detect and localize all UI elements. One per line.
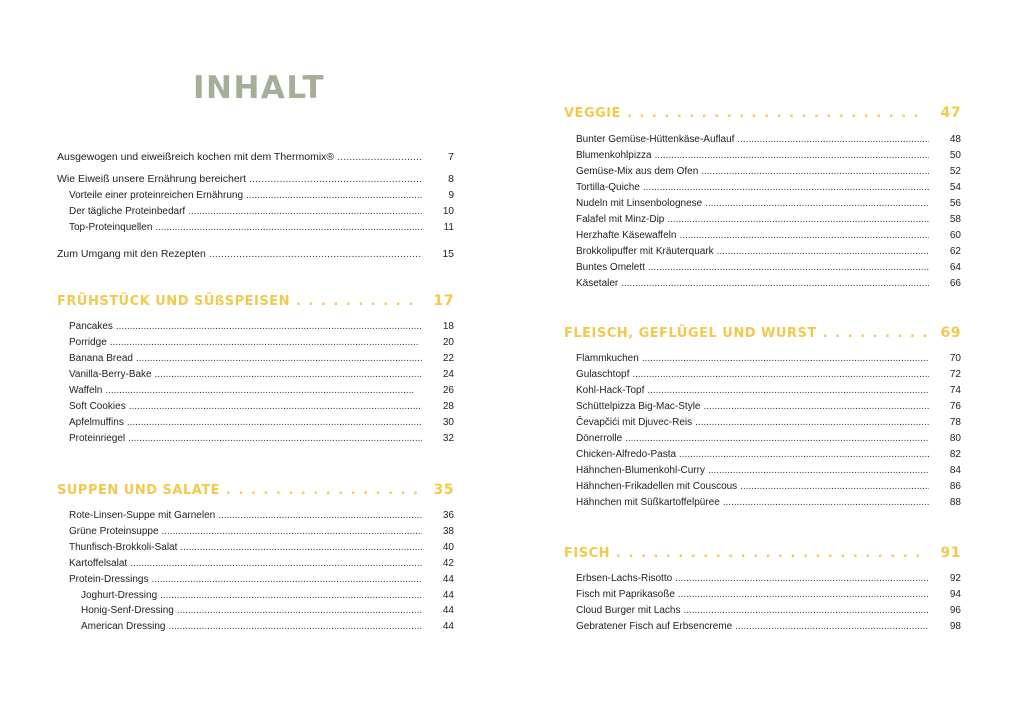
- leader-dots: [735, 619, 929, 635]
- toc-entry-page: 9: [448, 190, 454, 201]
- leader-dots: [704, 399, 930, 415]
- leader-dots: [296, 291, 420, 313]
- toc-entry-page: 7: [448, 151, 454, 163]
- toc-entry-page: 28: [442, 401, 454, 412]
- toc-entry[interactable]: [57, 149, 454, 165]
- toc-entry[interactable]: [564, 132, 961, 148]
- toc-entry[interactable]: [57, 171, 454, 187]
- toc-entry-label: Top-Proteinquellen: [69, 222, 153, 233]
- leader-dots: [723, 495, 929, 511]
- toc-entry-label: Tortilla-Quiche: [576, 182, 640, 193]
- leader-dots: [168, 619, 422, 635]
- toc-entry[interactable]: [564, 415, 961, 431]
- toc-entry-label: Honig-Senf-Dressing: [81, 605, 174, 616]
- leader-dots: [675, 571, 929, 587]
- leader-dots: [740, 479, 929, 495]
- toc-entry-page: 18: [442, 321, 454, 332]
- leader-dots: [136, 351, 422, 367]
- toc-entry-page: 44: [442, 590, 454, 601]
- toc-entry-label: American Dressing: [81, 621, 166, 632]
- toc-entry-page: 11: [443, 222, 454, 233]
- leader-dots: [667, 212, 929, 228]
- toc-entry-page: 50: [949, 150, 961, 161]
- leader-dots: [823, 323, 927, 345]
- toc-entry[interactable]: [564, 367, 961, 383]
- toc-entry[interactable]: [564, 244, 961, 260]
- leader-dots: [655, 148, 929, 164]
- toc-entry[interactable]: [564, 148, 961, 164]
- toc-entry-page: 38: [442, 526, 454, 537]
- leader-dots: [218, 508, 422, 524]
- toc-entry-page: 74: [949, 385, 961, 396]
- toc-entry[interactable]: [564, 351, 961, 367]
- toc-entry[interactable]: [57, 431, 454, 447]
- toc-entry-page: 70: [949, 353, 961, 364]
- toc-entry-label: Cloud Burger mit Lachs: [576, 605, 681, 616]
- leader-dots: [155, 220, 422, 236]
- section-heading-fisch[interactable]: [564, 542, 961, 564]
- toc-entry-page: 98: [949, 621, 961, 632]
- toc-entry[interactable]: [57, 351, 454, 367]
- toc-entry[interactable]: [564, 479, 961, 495]
- section-heading-veggie[interactable]: [564, 102, 961, 124]
- section-heading-fleisch[interactable]: [564, 322, 961, 344]
- leader-dots: [737, 132, 929, 148]
- toc-entry-label: Der tägliche Proteinbedarf: [69, 206, 186, 217]
- toc-entry-page: 54: [949, 182, 961, 193]
- toc-entry[interactable]: [564, 399, 961, 415]
- section-title: FLEISCH, GEFLÜGEL UND WURST: [564, 326, 817, 341]
- section-page: 35: [433, 482, 454, 498]
- section-page: 69: [940, 325, 961, 341]
- leader-dots: [616, 543, 927, 565]
- leader-dots: [249, 171, 422, 187]
- leader-dots: [209, 246, 422, 262]
- toc-entry-label: Gemüse-Mix aus dem Ofen: [576, 166, 699, 177]
- toc-entry-label: Hähnchen-Blumenkohl-Curry: [576, 465, 705, 476]
- toc-entry-label: Falafel mit Minz-Dip: [576, 214, 665, 225]
- toc-entry-label: Rote-Linsen-Suppe mit Garnelen: [69, 510, 216, 521]
- toc-entry-page: 8: [448, 173, 454, 185]
- leader-dots: [625, 431, 929, 447]
- toc-entry-label: Vanilla-Berry-Bake: [69, 369, 152, 380]
- toc-entry[interactable]: [57, 588, 454, 604]
- toc-entry[interactable]: [57, 603, 454, 619]
- toc-entry-label: Vorteile einer proteinreichen Ernährung: [69, 190, 243, 201]
- toc-entry-label: Kartoffelsalat: [69, 558, 128, 569]
- toc-entry[interactable]: [57, 335, 454, 351]
- toc-entry[interactable]: [57, 246, 454, 262]
- leader-dots: [177, 603, 422, 619]
- toc-entry-page: 15: [442, 248, 454, 260]
- toc-entry[interactable]: [57, 540, 454, 556]
- toc-entry-page: 52: [949, 166, 961, 177]
- toc-entry-label: Chicken-Alfredo-Pasta: [576, 449, 677, 460]
- toc-entry-label: Proteinriegel: [69, 433, 126, 444]
- toc-entry-label: Bunter Gemüse-Hüttenkäse-Auflauf: [576, 134, 735, 145]
- leader-dots: [679, 447, 929, 463]
- leader-dots: [129, 399, 422, 415]
- toc-entry-page: 72: [949, 369, 961, 380]
- leader-dots: [642, 351, 929, 367]
- toc-entry-page: 82: [949, 449, 961, 460]
- leader-dots: [180, 540, 422, 556]
- leader-dots: [643, 180, 929, 196]
- leader-dots: [621, 276, 929, 292]
- toc-entry-page: 42: [442, 558, 454, 569]
- toc-entry-page: 40: [442, 542, 454, 553]
- toc-entry[interactable]: [564, 228, 961, 244]
- toc-entry-label: Käsetaler: [576, 278, 619, 289]
- leader-dots: [684, 603, 930, 619]
- toc-entry-page: 96: [949, 605, 961, 616]
- toc-entry-page: 44: [442, 574, 454, 585]
- toc-entry-page: 24: [442, 369, 454, 380]
- toc-entry-label: Flammkuchen: [576, 353, 639, 364]
- toc-entry-page: 80: [949, 433, 961, 444]
- toc-entry-page: 58: [949, 214, 961, 225]
- toc-entry[interactable]: [57, 204, 454, 220]
- toc-entry-page: 44: [442, 605, 454, 616]
- section-title: SUPPEN UND SALATE: [57, 483, 221, 498]
- toc-entry-page: 26: [442, 385, 454, 396]
- toc-entry-page: 78: [949, 417, 961, 428]
- leader-dots: [627, 103, 927, 125]
- toc-entry-page: 20: [442, 337, 454, 348]
- leader-dots: [705, 196, 929, 212]
- toc-entry[interactable]: [564, 212, 961, 228]
- toc-entry[interactable]: [564, 180, 961, 196]
- toc-entry-page: 56: [949, 198, 961, 209]
- page-title: INHALT: [193, 70, 326, 106]
- toc-entry-page: 60: [949, 230, 961, 241]
- leader-dots: [160, 588, 422, 604]
- toc-entry-page: 36: [442, 510, 454, 521]
- toc-entry[interactable]: [564, 431, 961, 447]
- toc-entry-label: Wie Eiweiß unsere Ernährung bereichert: [57, 173, 247, 185]
- toc-entry-page: 86: [949, 481, 961, 492]
- leader-dots: [128, 431, 422, 447]
- leader-dots: [151, 572, 422, 588]
- toc-entry-label: Brokkolipuffer mit Kräuterquark: [576, 246, 714, 257]
- toc-entry-label: Nudeln mit Linsenbolognese: [576, 198, 703, 209]
- section-heading-fruehstueck[interactable]: [57, 290, 454, 312]
- toc-entry-label: Zum Umgang mit den Rezepten: [57, 248, 206, 260]
- toc-entry[interactable]: [57, 220, 454, 236]
- toc-entry-label: Protein-Dressings: [69, 574, 149, 585]
- toc-entry-page: 10: [442, 206, 454, 217]
- toc-entry-label: Fisch mit Paprikasoße: [576, 589, 675, 600]
- toc-entry[interactable]: [564, 260, 961, 276]
- toc-entry-page: 62: [949, 246, 961, 257]
- toc-entry-page: 88: [949, 497, 961, 508]
- toc-entry[interactable]: [564, 571, 961, 587]
- toc-entry-label: Schüttelpizza Big-Mac-Style: [576, 401, 701, 412]
- toc-entry-page: 44: [442, 621, 454, 632]
- toc-entry[interactable]: [57, 556, 454, 572]
- section-title: FISCH: [564, 546, 611, 561]
- toc-entry-label: Gulaschtopf: [576, 369, 630, 380]
- toc-entry-label: Dönerrolle: [576, 433, 623, 444]
- section-page: 17: [433, 293, 454, 309]
- toc-entry[interactable]: [57, 572, 454, 588]
- toc-entry-page: 64: [949, 262, 961, 273]
- section-page: 91: [940, 545, 961, 561]
- leader-dots: [246, 188, 422, 204]
- toc-entry-label: Hähnchen-Frikadellen mit Couscous: [576, 481, 738, 492]
- toc-entry-label: Banana Bread: [69, 353, 133, 364]
- leader-dots: [632, 367, 929, 383]
- leader-dots: [130, 556, 422, 572]
- leader-dots: [647, 383, 929, 399]
- toc-entry-label: Waffeln: [69, 385, 103, 396]
- section-heading-suppen[interactable]: [57, 479, 454, 501]
- toc-entry-label: Čevapčići mit Djuvec-Reis: [576, 417, 693, 428]
- toc-entry-label: Erbsen-Lachs-Risotto: [576, 573, 673, 584]
- leader-dots: [337, 149, 422, 165]
- toc-entry[interactable]: [564, 447, 961, 463]
- toc-entry[interactable]: [564, 495, 961, 511]
- toc-entry[interactable]: [564, 463, 961, 479]
- leader-dots: [188, 204, 422, 220]
- leader-dots: [105, 383, 422, 399]
- toc-entry-page: 92: [949, 573, 961, 584]
- section-title: VEGGIE: [564, 106, 621, 121]
- toc-entry-page: 30: [442, 417, 454, 428]
- toc-entry[interactable]: [57, 319, 454, 335]
- toc-entry-label: Joghurt-Dressing: [81, 590, 158, 601]
- toc-entry-label: Thunfisch-Brokkoli-Salat: [69, 542, 178, 553]
- toc-entry[interactable]: [564, 603, 961, 619]
- section-page: 47: [940, 105, 961, 121]
- toc-entry-label: Apfelmuffins: [69, 417, 124, 428]
- toc-entry-page: 84: [949, 465, 961, 476]
- toc-entry-label: Blumenkohlpizza: [576, 150, 652, 161]
- leader-dots: [127, 415, 422, 431]
- toc-entry-label: Ausgewogen und eiweißreich kochen mit dem Thermomix®: [57, 151, 335, 163]
- toc-entry-label: Porridge: [69, 337, 107, 348]
- leader-dots: [717, 244, 929, 260]
- toc-entry[interactable]: [564, 276, 961, 292]
- leader-dots: [648, 260, 929, 276]
- leader-dots: [701, 164, 929, 180]
- toc-entry[interactable]: [564, 619, 961, 635]
- toc-entry[interactable]: [564, 164, 961, 180]
- toc-entry[interactable]: [564, 587, 961, 603]
- leader-dots: [708, 463, 929, 479]
- toc-entry-page: 94: [949, 589, 961, 600]
- toc-entry-label: Pancakes: [69, 321, 113, 332]
- leader-dots: [678, 587, 929, 603]
- toc-entry[interactable]: [57, 619, 454, 635]
- toc-entry[interactable]: [57, 415, 454, 431]
- toc-entry-page: 48: [949, 134, 961, 145]
- toc-entry[interactable]: [57, 508, 454, 524]
- toc-entry[interactable]: [57, 524, 454, 540]
- toc-entry-label: Buntes Omelett: [576, 262, 645, 273]
- toc-entry[interactable]: [57, 383, 454, 399]
- leader-dots: [226, 480, 420, 502]
- leader-dots: [155, 367, 422, 383]
- toc-entry[interactable]: [57, 188, 454, 204]
- toc-entry[interactable]: [564, 383, 961, 399]
- toc-entry-label: Gebratener Fisch auf Erbsencreme: [576, 621, 733, 632]
- toc-entry-label: Soft Cookies: [69, 401, 126, 412]
- toc-entry[interactable]: [564, 196, 961, 212]
- toc-entry-page: 32: [442, 433, 454, 444]
- toc-entry-label: Herzhafte Käsewaffeln: [576, 230, 677, 241]
- leader-dots: [110, 335, 422, 351]
- leader-dots: [116, 319, 422, 335]
- toc-entry-label: Hähnchen mit Süßkartoffelpüree: [576, 497, 720, 508]
- toc-entry-label: Grüne Proteinsuppe: [69, 526, 159, 537]
- toc-entry-page: 22: [442, 353, 454, 364]
- toc-entry-page: 66: [949, 278, 961, 289]
- leader-dots: [695, 415, 929, 431]
- toc-entry-label: Kohl-Hack-Topf: [576, 385, 645, 396]
- toc-entry[interactable]: [57, 367, 454, 383]
- leader-dots: [679, 228, 929, 244]
- leader-dots: [162, 524, 422, 540]
- section-title: FRÜHSTÜCK UND SÜßSPEISEN: [57, 294, 291, 309]
- toc-entry[interactable]: [57, 399, 454, 415]
- toc-entry-page: 76: [949, 401, 961, 412]
